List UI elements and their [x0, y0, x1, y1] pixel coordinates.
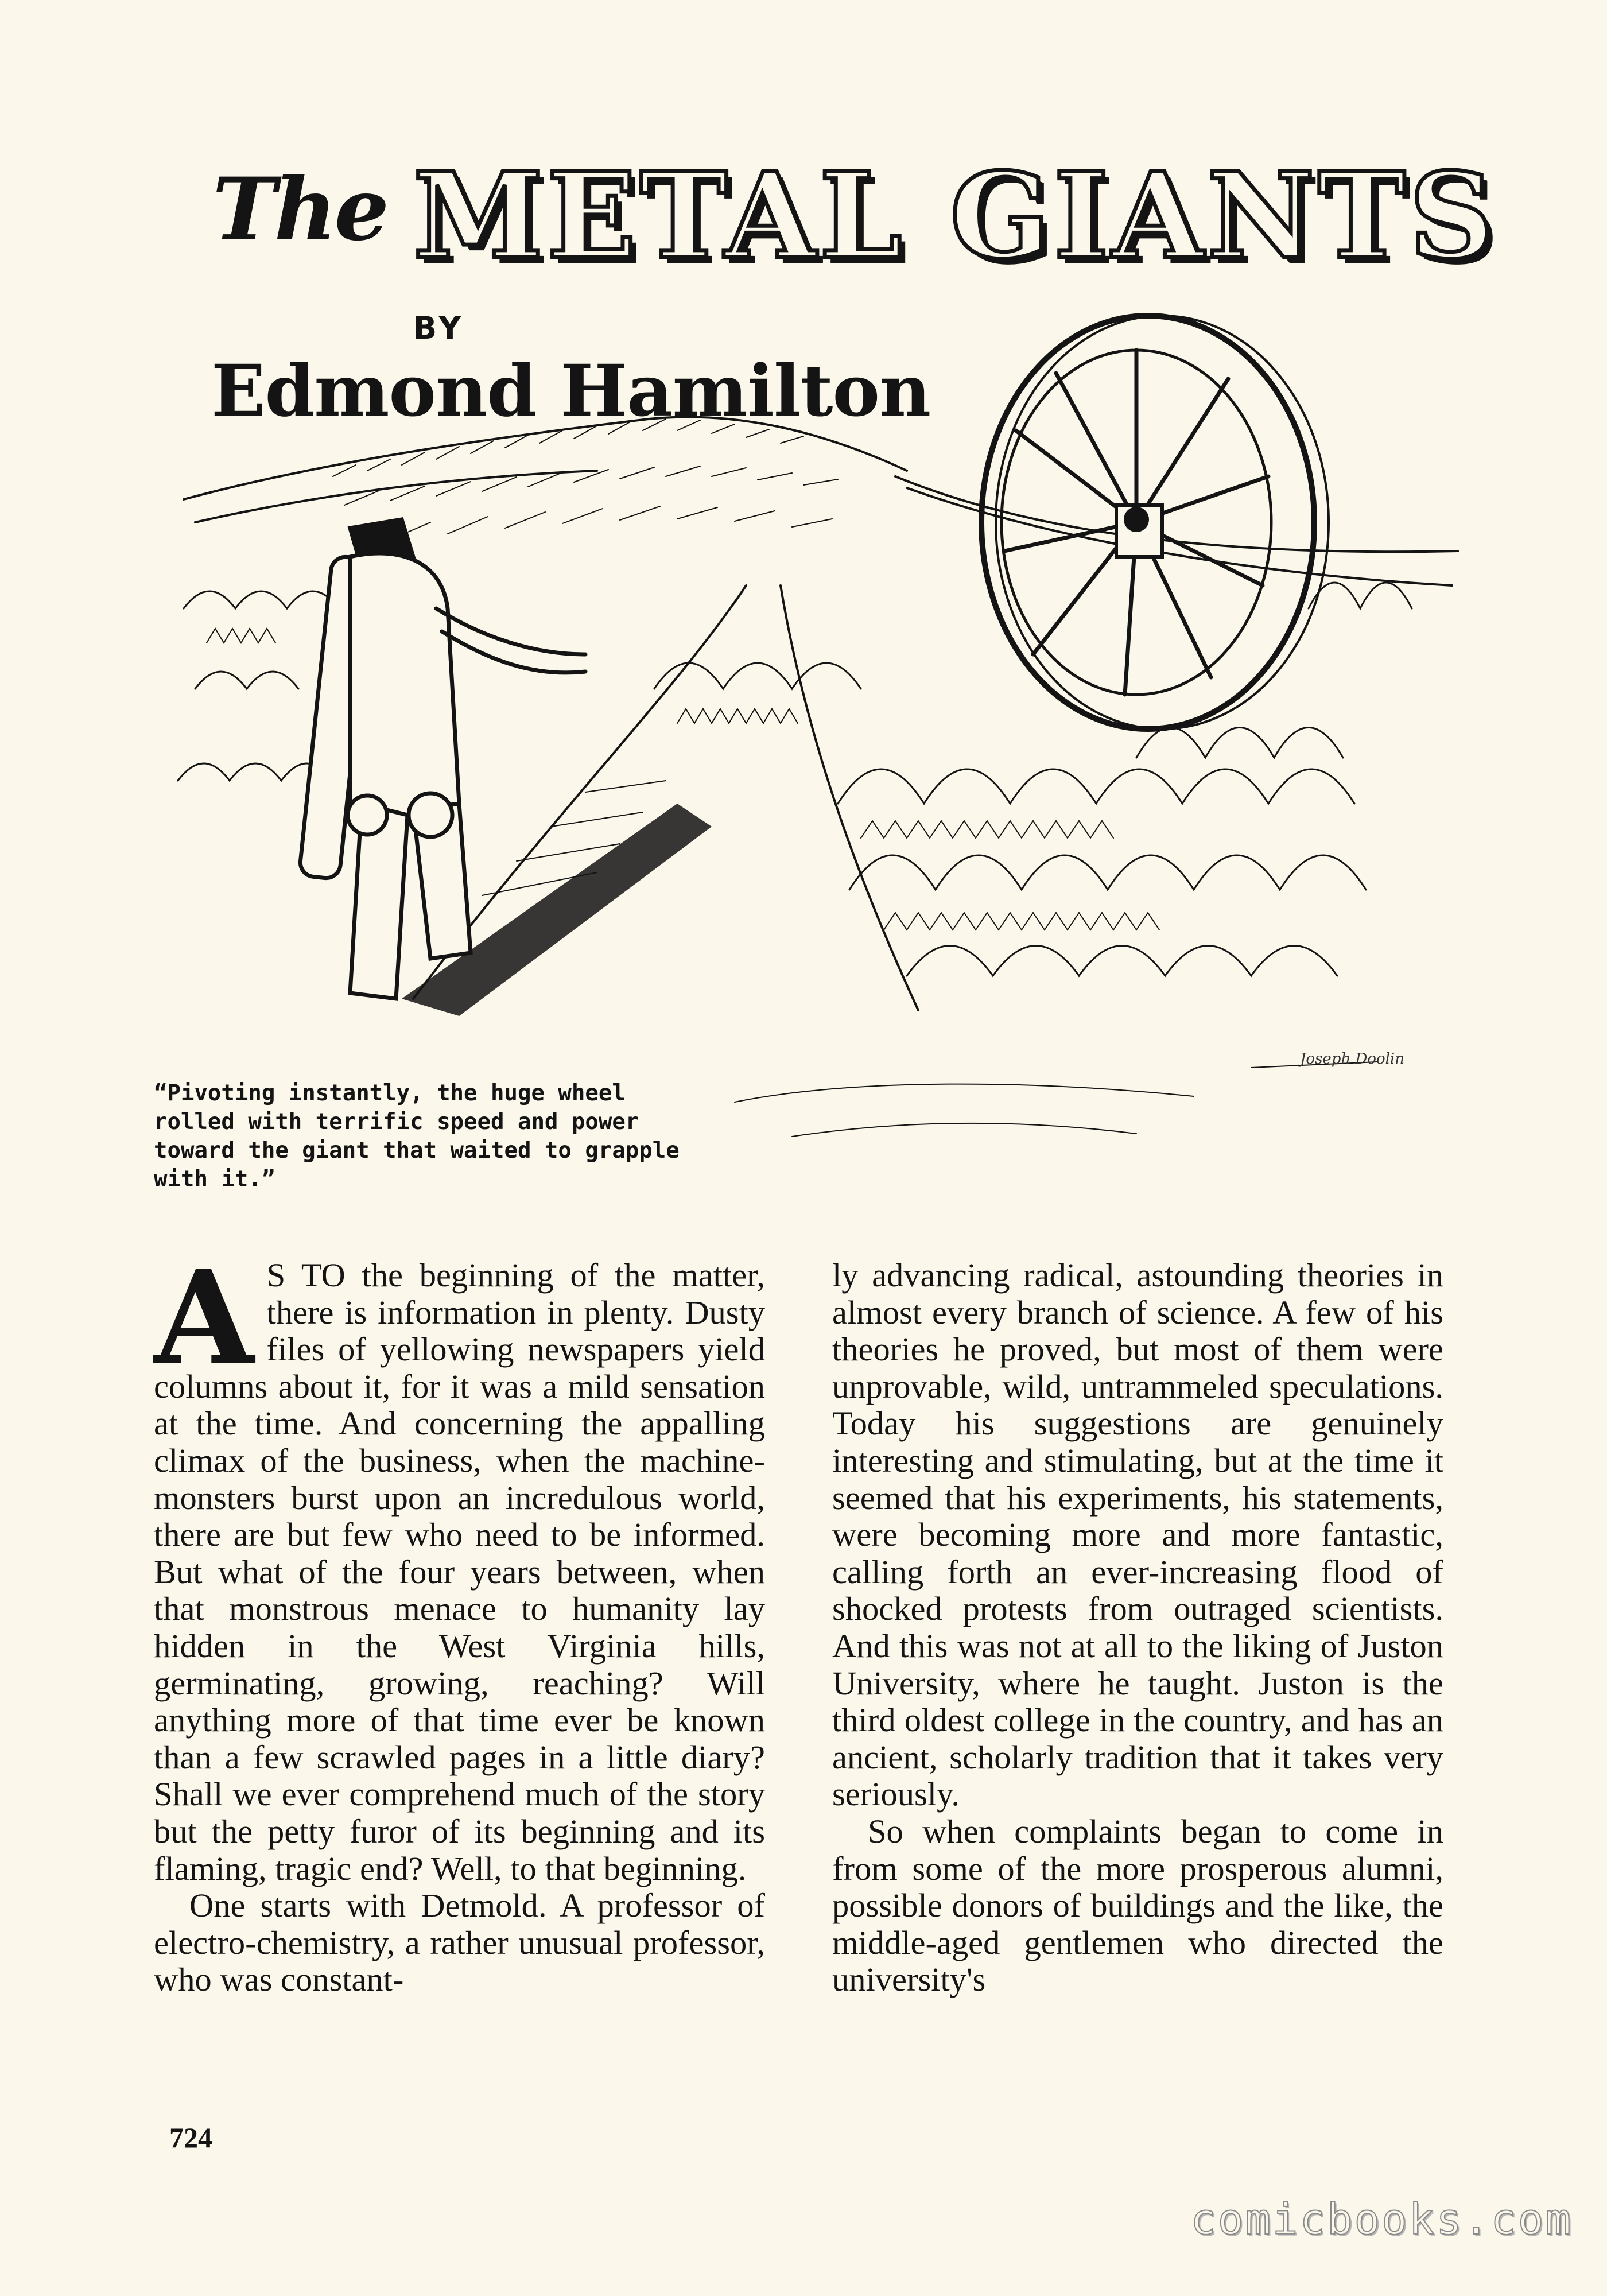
paragraph: ly advancing radical, astounding theories in almost every branch of science. A few of his theories he proved, but most of them were unprovable, wild, untrammeled speculations. Today his suggestions are genuinely interesting and stimulating, but at the time it seemed that his experiments, his statements, were becoming more and more fantastic, calling forth an ever-increasing flood of shocked protests from outraged scientists. And this was not at all to the liking of Juston University, where he taught. Juston is the third oldest college in the country, and has an ancient, scholarly tradition that it takes very seriously.: [832, 1256, 1443, 1813]
paragraph: One starts with Detmold. A professor of electro-chemistry, a rather unusual professor, who was constant-: [154, 1887, 765, 1999]
story-illustration: [161, 287, 1469, 1165]
paragraph: [154, 1242, 765, 1887]
text-column-right: [832, 1257, 1443, 1999]
illustration-caption: “Pivoting instantly, the huge wheel rolled with terrific speed and power toward the giant that waited to grapple with it.”: [154, 1080, 680, 1192]
hill-hatching: [333, 419, 838, 540]
story-title: METAL GIANTS: [413, 148, 1498, 285]
title-the: The: [212, 159, 387, 260]
drop-cap: A: [154, 1242, 254, 1394]
text-column-left: [154, 1242, 765, 1999]
illustrator-signature: Joseph Doolin: [1300, 1050, 1404, 1068]
byline-by: BY: [413, 310, 465, 346]
giant-wheel-drawing: [981, 316, 1329, 729]
watermark-logo: comicbooks.com: [1190, 2195, 1573, 2244]
paragraph: So when complaints began to come in from some of the more prosperous alumni, possible donors of buildings and the like, the middle-aged gentlemen who directed the university's: [832, 1812, 1443, 1999]
page-number: 724: [169, 2122, 212, 2154]
paragraph-text: S TO the beginning of the matter, there is information in plenty. Dusty files of yellowing newspapers yield columns about it, for it was a mild sensation at the time. And concerning the appalling climax of the business, when the machine-monsters burst upon an incredulous world, there are but few who need to be informed. But what of the four years between, when that monstrous menace to humanity lay hidden in the West Virginia hills, germinating, growing, reaching? Will anything more of that time ever be known than a few scrawled pages in a little diary? Shall we ever comprehend much of the story but the petty furor of its beginning and its flaming, tragic end? Well, to that beginning.: [154, 1256, 765, 1887]
author-name: Edmond Hamilton: [211, 350, 931, 433]
